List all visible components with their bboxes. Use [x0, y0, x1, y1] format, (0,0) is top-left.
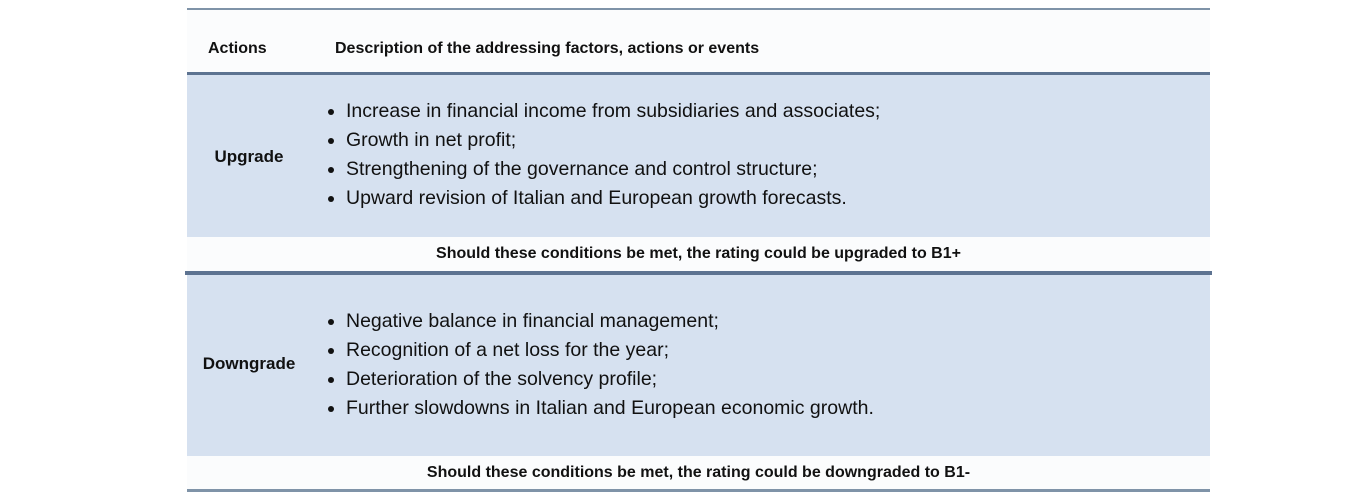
table-header	[187, 10, 1210, 72]
header-actions: Actions	[208, 40, 267, 57]
list-item: • Further slowdowns in Italian and European economic growth.	[346, 394, 874, 423]
downgrade-label: Downgrade	[202, 354, 296, 373]
downgrade-factors-list	[324, 307, 874, 423]
list-item: • Recognition of a net loss for the year;	[346, 336, 874, 365]
list-item: • Strengthening of the governance and control structure;	[346, 155, 880, 184]
downgrade-condition: Should these conditions be met, the rating could be downgraded to B1-	[187, 456, 1210, 490]
list-item: • Increase in financial income from subsidiaries and associates;	[346, 97, 880, 126]
header-description: Description of the addressing factors, actions or events	[335, 40, 760, 57]
upgrade-condition: Should these conditions be met, the rating could be upgraded to B1+	[187, 237, 1210, 271]
downgrade-row	[187, 275, 1210, 456]
list-item: • Negative balance in financial management;	[346, 307, 874, 336]
list-item: • Upward revision of Italian and European growth forecasts.	[346, 184, 880, 213]
bottom-rule	[187, 489, 1210, 492]
upgrade-row	[187, 75, 1210, 237]
upgrade-factors-list	[324, 97, 880, 213]
upgrade-label: Upgrade	[214, 147, 284, 166]
list-item: • Growth in net profit;	[346, 126, 880, 155]
list-item: • Deterioration of the solvency profile;	[346, 365, 874, 394]
